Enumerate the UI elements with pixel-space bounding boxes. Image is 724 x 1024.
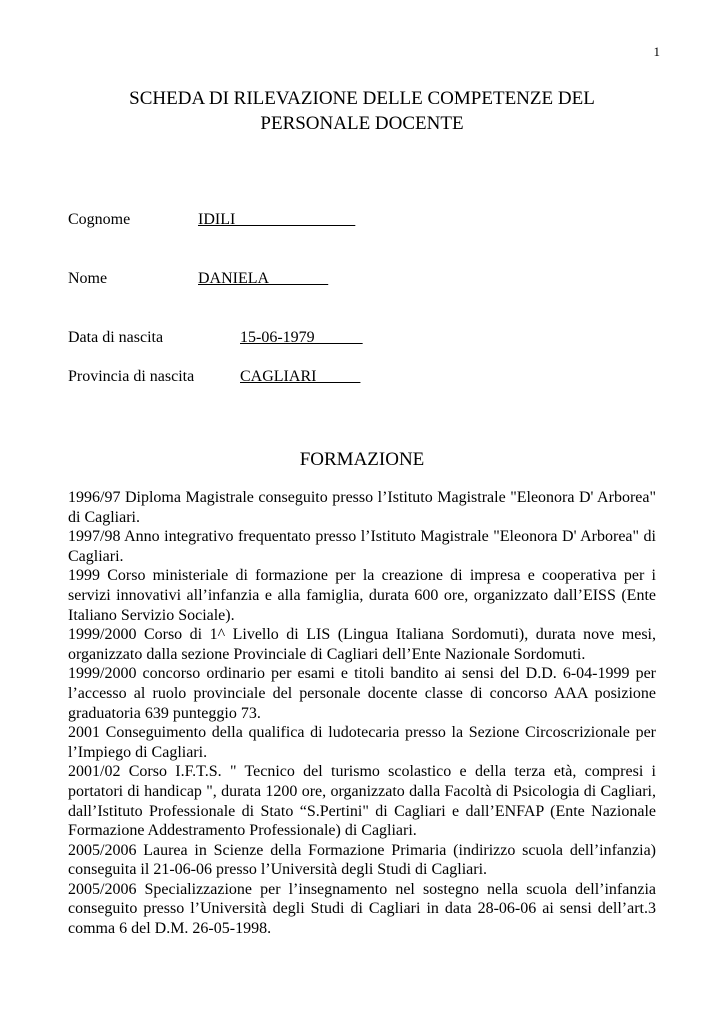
cognome-label: Cognome (68, 211, 131, 228)
formazione-entry: 1996/97 Diploma Magistrale conseguito presso l’Istituto Magistrale "Eleonora D' Arborea" di Cagliari. (68, 489, 656, 526)
field-nome (68, 269, 329, 289)
formazione-entry: 2005/2006 Specializzazione per l’insegnamento nel sostegno nella scuola dell’infanzia conseguito presso l’Università degli Studi di Cagliari in data 28-06-06 ai sensi dell’art.3 comma 6 del D.M. 26-05-1998. (68, 880, 656, 938)
section-heading-formazione: FORMAZIONE (299, 449, 425, 470)
formazione-list (68, 488, 656, 939)
formazione-entry: 2001 Conseguimento della qualifica di ludotecaria presso la Sezione Circoscrizionale per l’Impiego di Cagliari. (68, 724, 656, 761)
data-nascita-value: 15-06-1979 (240, 329, 363, 346)
cognome-value: IDILI (198, 211, 356, 228)
formazione-entry: 1999/2000 Corso di 1^ Livello di LIS (Lingua Italiana Sordomuti), durata nove mesi, organizzato dalla sezione Provinciale di Cagliari dell’Ente Nazionale Sordomuti. (68, 626, 656, 663)
formazione-entry: 2001/02 Corso I.F.T.S. " Tecnico del turismo scolastico e della terza età, compresi i portatori di handicap ", durata 1200 ore, organizzato dalla Facoltà di Psicologia di Cagliari, dall’Istituto Professionale di Stato “S.Pertini" di Cagliari e dall’ENFAP (Ente Nazionale Formazione Addestramento Professionale) di Cagliari. (68, 763, 656, 840)
field-cognome (68, 210, 356, 230)
title-line-2: PERSONALE DOCENTE (260, 113, 464, 134)
formazione-entry: 1997/98 Anno integrativo frequentato presso l’Istituto Magistrale "Eleonora D' Arborea" di Cagliari. (68, 528, 656, 565)
nome-value: DANIELA (198, 270, 329, 287)
field-provincia-nascita (68, 367, 361, 387)
nome-label: Nome (68, 270, 108, 287)
field-data-nascita (68, 328, 363, 348)
provincia-nascita-label: Provincia di nascita (68, 368, 195, 385)
page-number: 1 (653, 44, 660, 59)
document-title (68, 86, 656, 136)
formazione-entry: 2005/2006 Laurea in Scienze della Formazione Primaria (indirizzo scuola dell’infanzia) conseguita il 21-06-06 presso l’Università degli Studi di Cagliari. (68, 841, 656, 879)
title-line-1: SCHEDA DI RILEVAZIONE DELLE COMPETENZE DEL (129, 88, 595, 109)
formazione-entry: 1999 Corso ministeriale di formazione per la creazione di impresa e cooperativa per i servizi innovativi all’infanzia e alla famiglia, durata 600 ore, organizzato dall’EISS (Ente Italiano Servizio Sociale). (68, 567, 656, 624)
provincia-nascita-value: CAGLIARI (240, 368, 361, 385)
formazione-entry: 1999/2000 concorso ordinario per esami e titoli bandito ai sensi del D.D. 6-04-1999 per l’accesso al ruolo provinciale del personale docente classe di concorso AAA posizione graduatoria 639 punteggio 73. (68, 665, 656, 722)
data-nascita-label: Data di nascita (68, 329, 164, 346)
